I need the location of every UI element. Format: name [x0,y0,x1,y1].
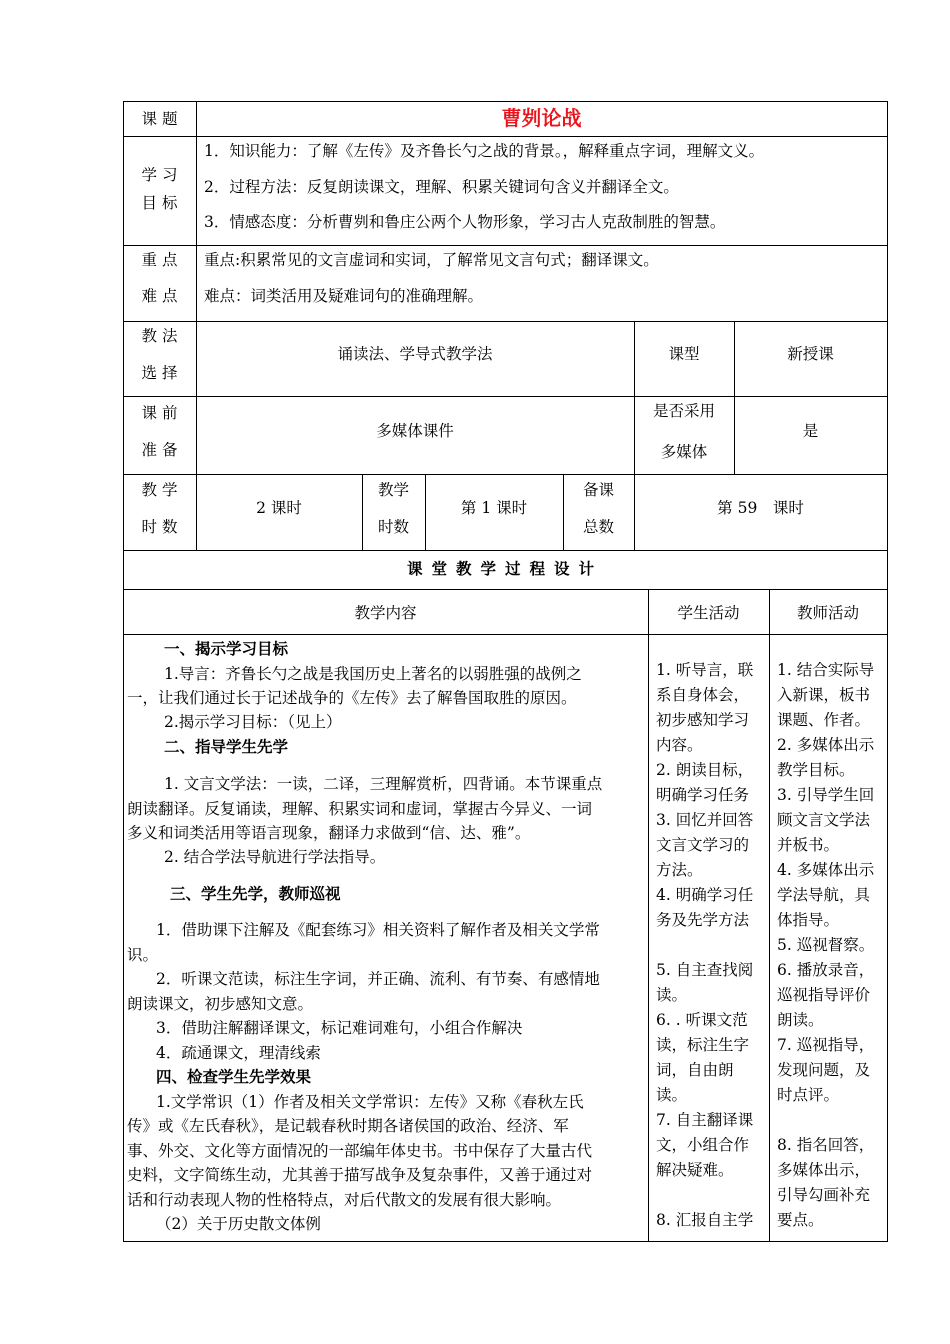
content-line: 2．听课文范读，标注生字词，并正确、流利、有节奏、有感情地 [156,970,600,988]
col-student-header: 学生活动 [677,604,740,622]
hours2-label-1: 教学 [377,481,409,499]
student-line: 文，小组合作 [656,1136,750,1154]
content-line: 事、外交、文化等方面情况的一部编年体史书。书中保存了大量古代 [127,1142,593,1160]
student-line: 1. 听导言，联 [656,661,754,679]
content-heading: 三、学生先学，教师巡视 [170,884,341,903]
teacher-line: 课题、作者。 [777,711,871,729]
teacher-line: 2. 多媒体出示 [777,736,875,754]
focus-label-2: 难 点 [141,287,178,305]
content-line: 朗读翻译。反复诵读，理解、积累实词和虚词，掌握古今异义、一词 [127,800,593,818]
col-content-header: 教学内容 [354,604,417,622]
student-line: 7. 自主翻译课 [656,1111,754,1129]
student-line: 词，自由朗 [656,1061,734,1079]
focus-label-1: 重 点 [141,251,178,269]
teacher-line: 体指导。 [777,911,840,929]
hours-label-1: 教 学 [141,481,178,499]
topic-label: 课 题 [141,110,178,128]
method-label-2: 选 择 [141,364,178,382]
goals-label-2: 目 标 [141,194,178,212]
goal-item: 3．情感态度：分析曹刿和鲁庄公两个人物形象，学习古人克敌制胜的智慧。 [204,213,726,231]
content-line: 朗读课文，初步感知文意。 [127,995,314,1013]
rule [123,321,888,322]
rule [123,136,888,137]
student-line: 读，标注生字 [656,1036,750,1054]
student-line: 6. . 听课文范 [656,1011,748,1029]
teacher-line: 朗读。 [777,1011,824,1029]
teacher-line: 顾文言文学法 [777,811,871,829]
teacher-line: 多媒体出示， [777,1161,871,1179]
rule [123,245,888,246]
teacher-line: 6. 播放录音， [777,961,875,979]
prep-label-1: 课 前 [141,404,178,422]
focus-item: 难点：词类活用及疑难词句的准确理解。 [204,287,484,305]
total-value: 第 59 课时 [717,499,804,517]
hours-label-2: 时 数 [141,518,178,536]
media-value: 是 [802,422,819,440]
media-label-1: 是否采用 [652,402,715,420]
teacher-line: 要点。 [777,1211,824,1229]
content-line: 传》或《左氏春秋》，是记载春秋时期各诸侯国的政治、经济、军 [127,1117,569,1135]
rule [196,101,197,551]
content-line: 2. 结合学法导航进行学法指导。 [164,848,386,866]
method-value: 诵读法、学导式教学法 [337,345,493,363]
content-heading: 四、检查学生先学效果 [156,1067,312,1086]
teacher-line: 7. 巡视指导， [777,1036,875,1054]
content-heading: 二、指导学生先学 [164,737,289,756]
focus-item: 重点:积累常见的文言虚词和实词，了解常见文言句式；翻译课文。 [204,251,659,269]
teacher-line: 5. 巡视督察。 [777,936,875,954]
prep-label-2: 准 备 [141,441,178,459]
teacher-line: 入新课，板书 [777,686,871,704]
type-value: 新授课 [787,345,834,363]
student-line: 3. 回忆并回答 [656,811,754,829]
total-label-1: 备课 [582,481,614,499]
teacher-line: 时点评。 [777,1086,840,1104]
student-line: 系自身体会， [656,686,750,704]
student-line: 初步感知学习 [656,711,750,729]
hours-value: 2 课时 [256,499,302,517]
teacher-line: 8. 指名回答， [777,1136,875,1154]
content-line: 史料，文字简练生动，尤其善于描写战争及复杂事件，又善于通过对 [127,1166,593,1184]
teacher-line: 学法导航，具 [777,886,871,904]
rule [123,101,124,1242]
student-line: 2. 朗读目标， [656,761,754,779]
student-line: 方法。 [656,861,703,879]
student-line: 内容。 [656,736,703,754]
student-line: 读。 [656,986,688,1004]
student-line: 明确学习任务 [656,786,750,804]
rule [769,589,770,1242]
content-line: 4．疏通课文，理清线索 [156,1044,321,1062]
content-line: 1.导言：齐鲁长勺之战是我国历史上著名的以弱胜强的战例之 [164,665,582,683]
rule [123,396,888,397]
teacher-line: 引导勾画补充 [777,1186,871,1204]
rule [887,101,888,1242]
student-line: 4. 明确学习任 [656,886,754,904]
type-label: 课型 [668,345,700,363]
rule [123,589,888,590]
student-line: 文言文学习的 [656,836,750,854]
student-line: 5. 自主查找阅 [656,961,754,979]
rule [123,550,888,551]
hours2-value: 第 1 课时 [460,499,528,517]
col-teacher-header: 教师活动 [796,604,859,622]
rule [123,101,888,102]
content-line: 识。 [127,946,159,964]
teacher-line: 发现问题，及 [777,1061,871,1079]
teacher-line: 3. 引导学生回 [777,786,875,804]
content-line: （2）关于历史散文体例 [156,1215,321,1233]
teacher-line: 巡视指导评价 [777,986,871,1004]
rule [123,474,888,475]
teacher-line: 1. 结合实际导 [777,661,875,679]
method-label-1: 教 法 [141,327,178,345]
content-line: 1.文学常识（1）作者及相关文学常识：左传》又称《春秋左氏 [156,1093,584,1111]
student-line: 8. 汇报自主学 [656,1211,754,1229]
student-line: 务及先学方法 [656,911,750,929]
total-label-2: 总数 [582,518,614,536]
teacher-line: 教学目标。 [777,761,855,779]
rule [123,1241,888,1242]
goals-label-1: 学 习 [141,166,178,184]
content-heading: 一、揭示学习目标 [164,639,289,658]
goal-item: 1．知识能力：了解《左传》及齐鲁长勺之战的背景。，解释重点字词，理解文义。 [204,142,765,160]
teacher-line: 4. 多媒体出示 [777,861,875,879]
student-line: 读。 [656,1086,688,1104]
content-line: 1．借助课下注解及《配套练习》相关资料了解作者及相关文学常 [156,921,600,939]
goal-item: 2．过程方法：反复朗读课文，理解、积累关键词句含义并翻译全文。 [204,178,679,196]
prep-value: 多媒体课件 [376,422,454,440]
hours2-label-2: 时数 [377,518,409,536]
content-line: 一，让我们通过长于记述战争的《左传》去了解鲁国取胜的原因。 [127,689,577,707]
section-title: 课堂教学过程设计 [406,559,603,578]
content-line: 1. 文言文学法：一读，二译，三理解赏析，四背诵。本节课重点 [164,775,603,793]
student-line: 解决疑难。 [656,1161,734,1179]
page-title: 曹刿论战 [501,106,582,130]
media-label-2: 多媒体 [660,443,708,461]
content-line: 2.揭示学习目标：（见上） [164,713,342,731]
content-line: 多义和词类活用等语言现象，翻译力求做到“信、达、雅”。 [127,824,531,842]
teacher-line: 并板书。 [777,836,840,854]
content-line: 3．借助注解翻译课文，标记难词难句，小组合作解决 [156,1019,523,1037]
rule [123,634,888,635]
rule [648,589,649,1242]
content-line: 话和行动表现人物的性格特点，对后代散文的发展有很大影响。 [127,1191,562,1209]
